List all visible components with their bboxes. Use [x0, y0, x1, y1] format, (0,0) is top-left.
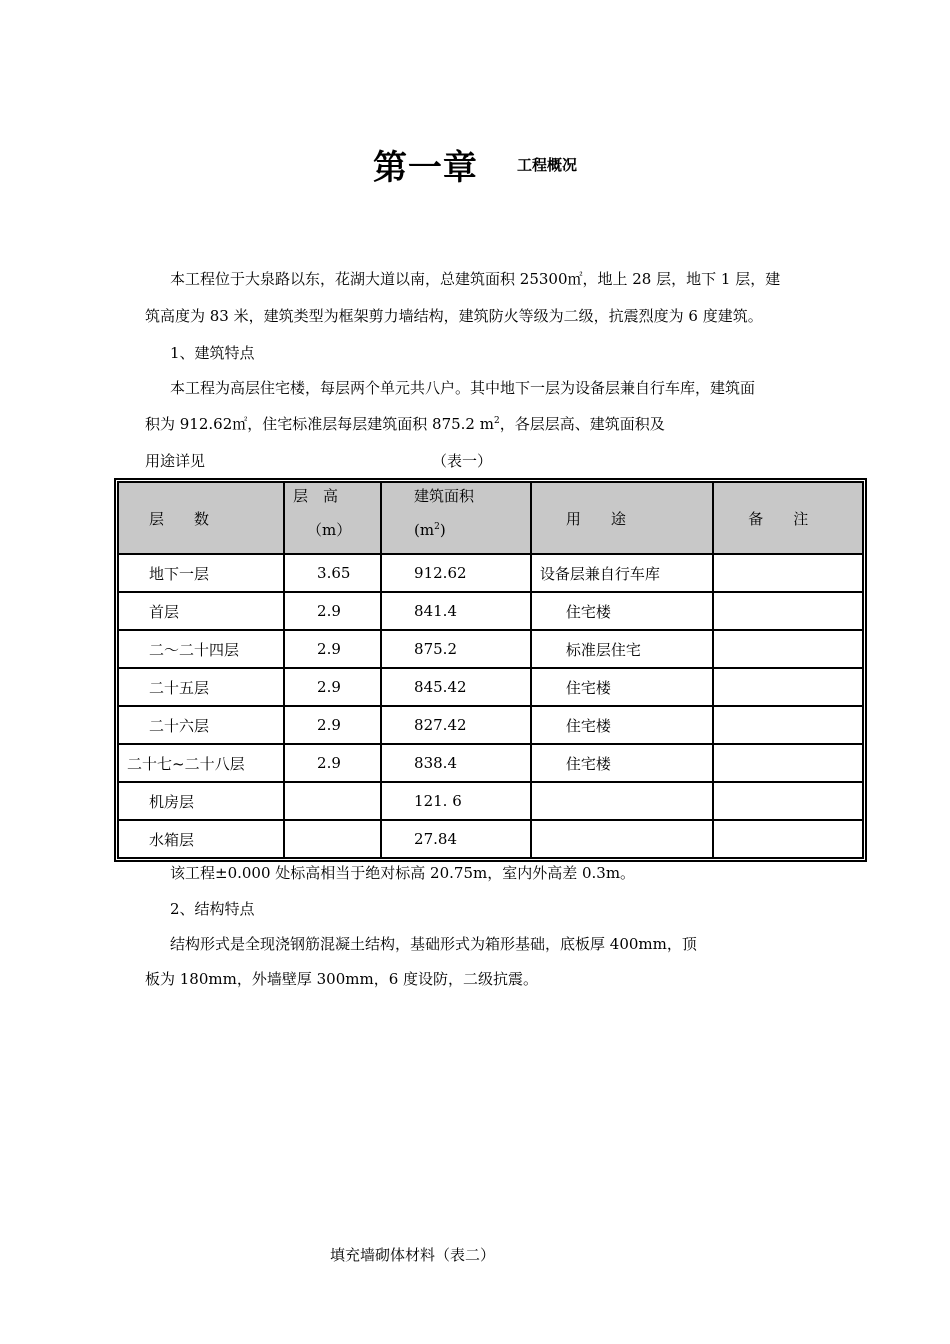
floor-table	[115, 479, 866, 861]
cell-use: 住宅楼	[531, 706, 713, 744]
header-area-unit	[414, 513, 530, 547]
section1-line-3: 用途详见	[145, 452, 206, 470]
chapter-subtitle: 工程概况	[517, 156, 578, 174]
cell-note	[713, 706, 863, 744]
table-row	[118, 782, 863, 820]
cell-use	[531, 782, 713, 820]
cell-height: 2.9	[284, 630, 381, 668]
cell-note	[713, 782, 863, 820]
area-unit-close: )	[439, 521, 446, 539]
cell-area: 875.2	[381, 630, 531, 668]
header-floor: 层 数	[118, 482, 284, 554]
cell-height: 2.9	[284, 592, 381, 630]
table-header-row	[118, 482, 863, 554]
chapter-heading	[0, 140, 950, 189]
cell-note	[713, 592, 863, 630]
header-area	[381, 482, 531, 554]
table-row	[118, 592, 863, 630]
cell-use: 设备层兼自行车库	[531, 554, 713, 592]
cell-area: 27.84	[381, 820, 531, 858]
header-height-label: 层 高	[293, 487, 339, 505]
cell-use: 住宅楼	[531, 744, 713, 782]
table-row	[118, 630, 863, 668]
cell-height: 2.9	[284, 668, 381, 706]
cell-area: 841.4	[381, 592, 531, 630]
header-use: 用 途	[531, 482, 713, 554]
header-height	[284, 482, 381, 554]
cell-use: 住宅楼	[531, 592, 713, 630]
area-unit-text: (m	[414, 521, 435, 539]
header-note: 备 注	[713, 482, 863, 554]
intro-line-1: 本工程位于大泉路以东，花湖大道以南，总建筑面积 25300㎡，地上 28 层，地下 1 层，建	[170, 270, 781, 288]
cell-floor: 水箱层	[118, 820, 284, 858]
cell-height: 3.65	[284, 554, 381, 592]
section2-line-2: 板为 180mm，外墙壁厚 300mm，6 度设防，二级抗震。	[145, 970, 539, 988]
cell-use: 住宅楼	[531, 668, 713, 706]
section1-line-2-text: 积为 912.62㎡，住宅标准层每层建筑面积 875.2 m	[145, 415, 494, 433]
cell-floor: 二十五层	[118, 668, 284, 706]
table-row	[118, 744, 863, 782]
superscript: 2	[434, 522, 440, 532]
cell-area: 838.4	[381, 744, 531, 782]
cell-floor: 二十六层	[118, 706, 284, 744]
cell-height: 2.9	[284, 706, 381, 744]
cell-area: 912.62	[381, 554, 531, 592]
section1-heading: 1、建筑特点	[170, 344, 255, 362]
cell-floor: 地下一层	[118, 554, 284, 592]
table-row	[118, 554, 863, 592]
section1-line-2-tail: ，各层层高、建筑面积及	[499, 415, 665, 433]
cell-use: 标准层住宅	[531, 630, 713, 668]
superscript: 2	[493, 416, 500, 426]
cell-note	[713, 820, 863, 858]
cell-floor: 机房层	[118, 782, 284, 820]
section1-line-1: 本工程为高层住宅楼，每层两个单元共八户。其中地下一层为设备层兼自行车库，建筑面	[170, 379, 756, 397]
cell-height	[284, 782, 381, 820]
cell-note	[713, 630, 863, 668]
table-row	[118, 706, 863, 744]
cell-floor: 首层	[118, 592, 284, 630]
cell-area: 845.42	[381, 668, 531, 706]
header-area-label: 建筑面积	[414, 487, 475, 505]
intro-line-2: 筑高度为 83 米，建筑类型为框架剪力墙结构，建筑防火等级为二级，抗震烈度为 6 度建筑。	[145, 307, 763, 325]
section2-line-1: 结构形式是全现浇钢筋混凝土结构，基础形式为箱形基础，底板厚 400mm，顶	[170, 935, 697, 953]
section1-line-2	[145, 413, 665, 434]
cell-height: 2.9	[284, 744, 381, 782]
header-height-unit: （m）	[307, 521, 352, 539]
cell-floor: 二～二十四层	[118, 630, 284, 668]
cell-note	[713, 668, 863, 706]
table-row	[118, 820, 863, 858]
cell-use	[531, 820, 713, 858]
table1-caption: （表一）	[432, 452, 493, 470]
cell-area: 121. 6	[381, 782, 531, 820]
cell-note	[713, 554, 863, 592]
cell-floor: 二十七~二十八层	[118, 744, 284, 782]
cell-height	[284, 820, 381, 858]
section2-heading: 2、结构特点	[170, 900, 255, 918]
cell-area: 827.42	[381, 706, 531, 744]
elevation-note: 该工程±0.000 处标高相当于绝对标高 20.75m，室内外高差 0.3m。	[170, 864, 636, 882]
chapter-title: 第一章	[372, 148, 478, 188]
cell-note	[713, 744, 863, 782]
table2-caption: 填充墙砌体材料（表二）	[330, 1246, 496, 1264]
table-row	[118, 668, 863, 706]
